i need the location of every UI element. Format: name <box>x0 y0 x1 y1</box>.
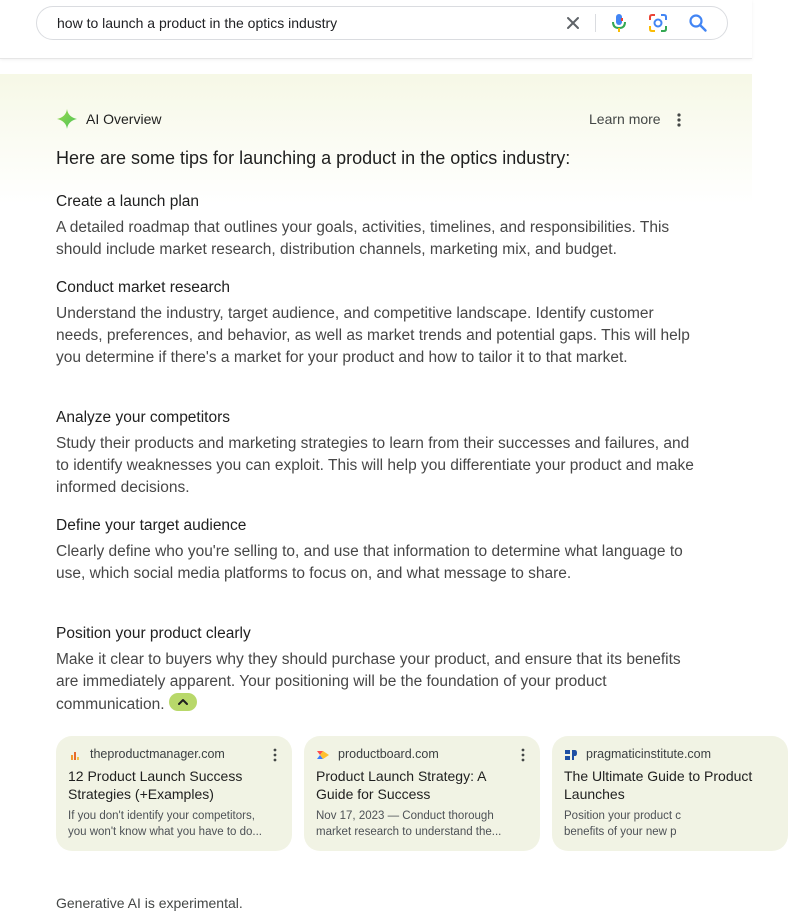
disclaimer-text: Generative AI is experimental. <box>56 895 243 911</box>
source-site: theproductmanager.com <box>90 747 225 761</box>
source-site-row <box>564 746 774 764</box>
source-site-row <box>316 746 526 764</box>
tip-title: Position your product clearly <box>56 625 251 642</box>
chevron-up-icon <box>169 693 197 711</box>
snippet-line: If you don't identify your competitors, <box>68 810 255 822</box>
snippet-line: benefits of your new p <box>564 826 677 838</box>
source-cards <box>56 736 753 851</box>
source-card[interactable] <box>56 736 292 851</box>
search-input[interactable]: how to launch a product in the optics industry <box>57 15 338 31</box>
tip-section <box>56 623 696 716</box>
more-options-icon[interactable] <box>671 110 687 130</box>
source-snippet <box>564 808 776 840</box>
search-icon[interactable] <box>687 12 709 34</box>
productboard-favicon-icon <box>316 748 330 762</box>
source-title[interactable]: 12 Product Launch Success Strategies (+Examples) <box>68 768 243 802</box>
tip-body: A detailed roadmap that outlines your goals, activities, timelines, and responsibilities. This should include market research, distribution channels, marketing mix, and budget. <box>56 219 670 258</box>
snippet-line: you won't know what you have to do... <box>68 826 262 838</box>
source-site: productboard.com <box>338 747 439 761</box>
collapse-sources-button[interactable] <box>169 693 197 711</box>
search-box[interactable] <box>36 6 728 40</box>
close-icon[interactable] <box>563 13 583 33</box>
more-options-icon[interactable] <box>268 746 282 764</box>
ai-overview-header <box>56 108 696 132</box>
tip-section <box>56 277 696 369</box>
source-site: pragmaticinstitute.com <box>586 747 712 761</box>
learn-more-link[interactable]: Learn more <box>589 111 661 127</box>
source-snippet <box>316 808 528 840</box>
tip-section <box>56 515 696 585</box>
tip-title: Conduct market research <box>56 279 231 296</box>
more-options-icon[interactable] <box>516 746 530 764</box>
source-title[interactable]: Product Launch Strategy: A Guide for Success <box>316 768 486 802</box>
tip-body: Understand the industry, target audience, and competitive landscape. Identify customer needs, preferences, and behavior, as well as market trends and potential gaps. This will help you determine if there's a market for your product and how to tailor it to that market. <box>56 305 690 366</box>
tip-section <box>56 407 696 499</box>
theproductmanager-favicon-icon <box>68 748 82 762</box>
source-card[interactable] <box>552 736 788 851</box>
snippet-line: Nov 17, 2023 — Conduct thorough <box>316 810 494 822</box>
microphone-icon[interactable] <box>609 12 629 34</box>
tip-title: Define your target audience <box>56 517 247 534</box>
tip-body-with-toggle <box>56 649 696 716</box>
sparkle-icon <box>56 108 78 130</box>
snippet-line: Position your product c <box>564 810 681 822</box>
source-site-row <box>68 746 278 764</box>
overview-intro: Here are some tips for launching a product in the optics industry: <box>56 148 571 168</box>
source-card[interactable] <box>304 736 540 851</box>
ai-overview-title: AI Overview <box>86 111 162 127</box>
tip-body: Make it clear to buyers why they should purchase your product, and ensure that its benefits are immediately apparent. Your positioning will be the foundation of your product communication. <box>56 651 681 713</box>
search-divider <box>595 14 596 32</box>
tip-body: Clearly define who you're selling to, and use that information to determine what language to use, which social media platforms to focus on, and what message to share. <box>56 543 683 582</box>
source-snippet <box>68 808 280 840</box>
source-title[interactable]: The Ultimate Guide to Product Launches <box>564 768 753 802</box>
tip-title: Analyze your competitors <box>56 409 231 426</box>
tip-section <box>56 191 696 261</box>
pragmaticinstitute-favicon-icon <box>564 748 578 762</box>
snippet-line: market research to understand the... <box>316 826 502 838</box>
lens-camera-icon[interactable] <box>647 12 669 34</box>
search-header <box>0 0 752 59</box>
tip-title: Create a launch plan <box>56 193 200 210</box>
tip-body: Study their products and marketing strategies to learn from their successes and failures, and to identify weaknesses you can exploit. This will help you differentiate your product and make informed decisions. <box>56 435 694 496</box>
